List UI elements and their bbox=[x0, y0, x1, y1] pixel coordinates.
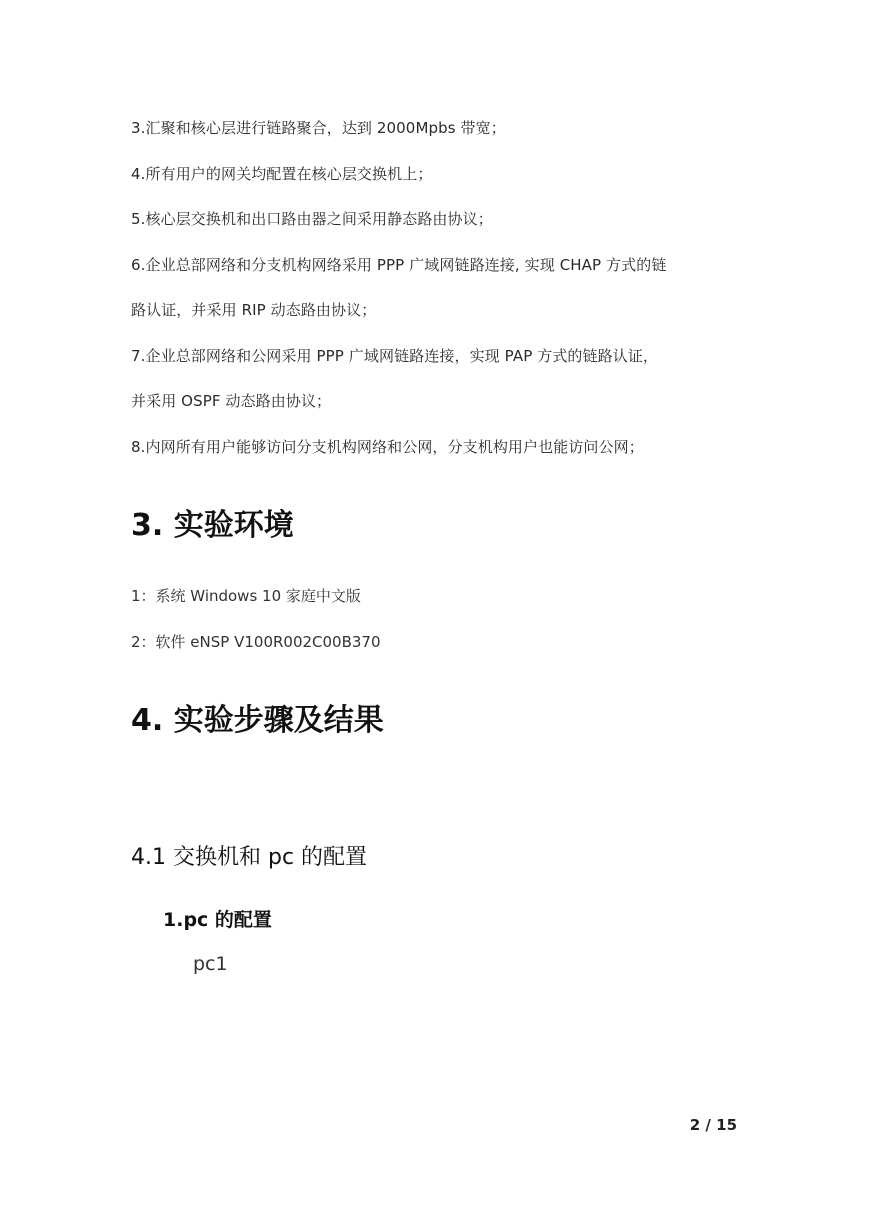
requirement-line-6a: 6.企业总部网络和分支机构网络采用 PPP 广域网链路连接, 实现 CHAP 方式的链 bbox=[131, 256, 667, 274]
requirement-line-6b: 路认证，并采用 RIP 动态路由协议； bbox=[131, 301, 377, 319]
section-4-heading: 4. 实验步骤及结果 bbox=[131, 703, 384, 738]
page-number: 2 / 15 bbox=[689, 1116, 737, 1134]
environment-software: 2：软件 eNSP V100R002C00B370 bbox=[131, 633, 381, 651]
section-3-heading: 3. 实验环境 bbox=[131, 508, 294, 543]
subsection-4-1-heading: 4.1 交换机和 pc 的配置 bbox=[131, 845, 368, 870]
requirement-line-7b: 并采用 OSPF 动态路由协议； bbox=[131, 392, 332, 410]
requirement-line-8: 8.内网所有用户能够访问分支机构网络和公网，分支机构用户也能访问公网； bbox=[131, 438, 644, 456]
requirement-line-7a: 7.企业总部网络和公网采用 PPP 广域网链路连接，实现 PAP 方式的链路认证， bbox=[131, 347, 659, 365]
pc1-label: pc1 bbox=[193, 953, 228, 975]
environment-os: 1：系统 Windows 10 家庭中文版 bbox=[131, 587, 361, 605]
requirement-line-5: 5.核心层交换机和出口路由器之间采用静态路由协议； bbox=[131, 210, 493, 228]
pc-config-heading: 1.pc 的配置 bbox=[163, 909, 272, 931]
requirement-line-4: 4.所有用户的网关均配置在核心层交换机上； bbox=[131, 165, 433, 183]
requirement-line-3: 3.汇聚和核心层进行链路聚合，达到 2000Mpbs 带宽； bbox=[131, 119, 506, 137]
